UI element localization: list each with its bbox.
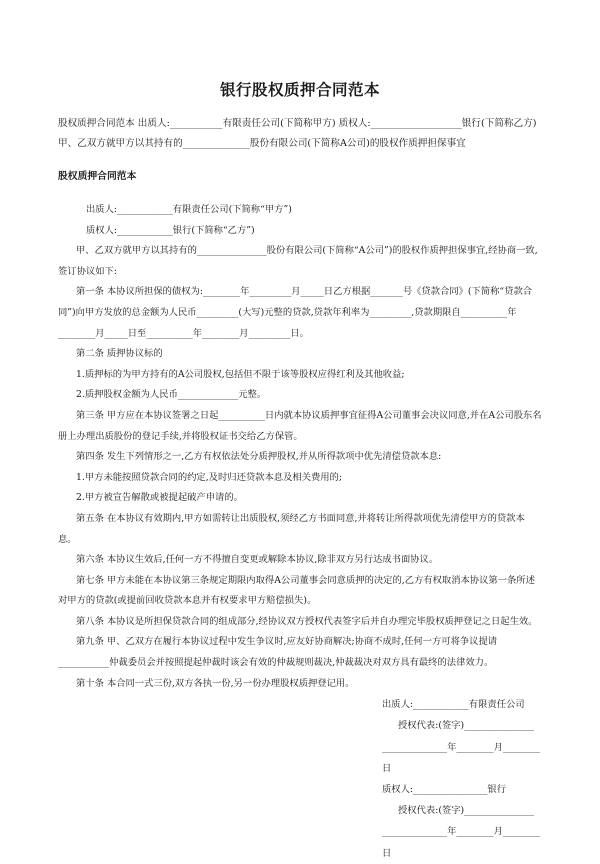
pledgor-party: 出质人:____________有限责任公司(下简称“甲方”) <box>86 204 292 215</box>
article-4-item-1: 1.甲方未能按照贷款合同的约定,及时归还贷款本息及相关费用的; <box>76 471 342 483</box>
signature-pledgee: 质权人:________________银行 <box>382 784 506 796</box>
section-subheading: 股权质押合同范本 <box>58 171 137 182</box>
article-3: 第三条 甲方应在本协议签署之日起__________日内就本协议质押事宜征得A公司董事会决议同意,并在A公司股东名册上办理出质股份的登记手续,并将股权证书交给乙方保管。 <box>58 409 542 442</box>
article-2-item-1: 1.质押标的为甲方持有的A公司股权,包括但不限于该等股权应得红利及其他收益; <box>76 368 405 380</box>
signature-pledgor-rep: 授权代表:(签字)_______________ <box>398 720 534 732</box>
signature-pledgee-date: ______________年________月________日 <box>382 826 541 859</box>
article-7: 第七条 甲方未能在本协议第三条规定期限内取得A公司董事会同意质押的决定的,乙方有权取消本协议第一条所述对甲方的贷款(或提前回收贷款本息并有权要求甲方赔偿损失)。 <box>58 574 535 607</box>
signature-pledgor: 出质人:____________有限责任公司 <box>382 699 525 711</box>
contract-body <box>58 200 542 694</box>
article-2-item-2: 2.质押股权金额为人民币_____________元整。 <box>76 389 267 401</box>
signature-pledgee-rep: 授权代表:(签字)_______________ <box>398 805 534 817</box>
article-2: 第二条 质押协议标的 <box>76 348 163 360</box>
article-4-item-2: 2.甲方被宣告解散或被提起破产申请的。 <box>76 492 243 504</box>
preamble: 甲、乙双方就甲方以其持有的_______________股份有限公司(下简称“A公司”)的股权作质押担保事宜,经协商一致,签订协议如下: <box>58 245 538 277</box>
signature-block <box>58 694 542 864</box>
article-5: 第五条 在本协议有效期内,甲方如需转让出质股权,须经乙方书面同意,并将转让所得款项优先清偿甲方的贷款本息。 <box>58 512 525 545</box>
pledgee-party: 质权人:____________银行(下简称“乙方”) <box>86 224 255 236</box>
article-1: 第一条 本协议所担保的债权为:________年_________月_____日乙方根据_______号《贷款合同》(下简称“贷款合同”)向甲方发放的总金额为人民币_________(大写)元整的贷款,贷款年利率为_________,贷款期限自__________年________月_____日至__________年________月_________日。 <box>58 286 533 339</box>
article-6: 第六条 本协议生效后,任何一方不得擅自变更或解除本协议,除非双方另行达成书面协议。 <box>76 554 439 566</box>
document-title: 银行股权质押合同范本 <box>219 80 380 99</box>
intro-paragraph: 股权质押合同范本 出质人:___________有限责任公司(下简称甲方) 质权人:___________________银行(下简称乙方) 甲、乙双方就甲方以其持有的______________股份有限公司(下简称A公司)的股权作质押担保事宜 <box>58 118 537 149</box>
article-4: 第四条 发生下列情形之一,乙方有权依法处分质押股权,并从所得款项中优先清偿贷款本息: <box>76 451 442 463</box>
article-8: 第八条 本协议是所担保贷款合同的组成部分,经协议双方授权代表签字后并自办理完毕股权质押登记之日起生效。 <box>76 615 538 627</box>
article-9: 第九条 甲、乙双方在履行本协议过程中发生争议时,应友好协商解决;协商不成时,任何一方可将争议提请___________仲裁委员会并按照提起仲裁时该会有效的仲裁规则裁决,仲裁裁决对双方具有最终的法律效力。 <box>58 636 498 669</box>
article-10: 第十条 本合同一式三份,双方各执一份,另一份办理股权质押登记用。 <box>76 677 355 689</box>
signature-pledgor-date: ______________年________月________日 <box>382 741 541 774</box>
